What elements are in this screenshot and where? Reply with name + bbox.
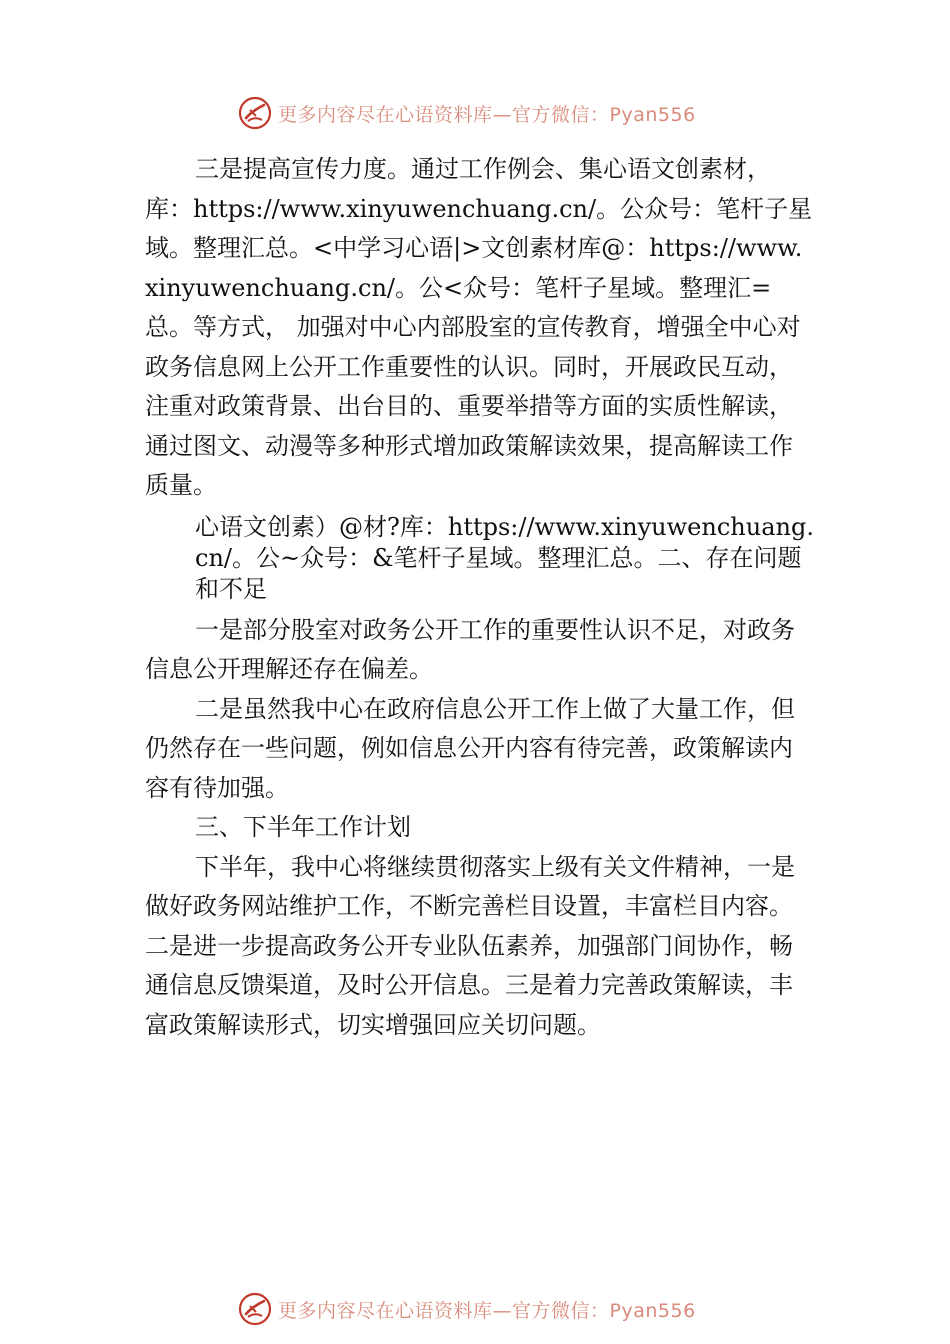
footer-banner-text: 更多内容尽在心语资料库—官方微信：Pyan556 bbox=[278, 1299, 696, 1322]
header-banner bbox=[238, 96, 738, 130]
paragraph-3: 一是部分股室对政务公开工作的重要性认识不足，对政务信息公开理解还存在偏差。 bbox=[145, 615, 795, 683]
section-heading: 三、下半年工作计划 bbox=[195, 813, 411, 841]
paragraph-4: 二是虽然我中心在政府信息公开工作上做了大量工作，但仍然存在一些问题，例如信息公开内容有待完善，政策解读内容有待加强。 bbox=[145, 694, 795, 802]
document-body bbox=[145, 150, 815, 1045]
header-banner-text: 更多内容尽在心语资料库—官方微信：Pyan556 bbox=[278, 103, 696, 126]
book-pen-logo bbox=[238, 1292, 272, 1326]
book-pen-logo bbox=[238, 96, 272, 130]
footer-banner bbox=[238, 1292, 738, 1326]
paragraph-2: 心语文创素）@材?库：https://www.xinyuwenchuang.cn/。公~众号：&笔杆子星域。整理汇总。二、存在问题和不足 bbox=[195, 512, 814, 603]
paragraph-6: 下半年，我中心将继续贯彻落实上级有关文件精神，一是做好政务网站维护工作，不断完善栏目设置，丰富栏目内容。二是进一步提高政务公开专业队伍素养，加强部门间协作，畅通信息反馈渠道，及时公开信息。三是着力完善政策解读，丰富政策解读形式，切实增强回应关切问题。 bbox=[145, 852, 795, 1039]
paragraph-1: 三是提高宣传力度。通过工作例会、集心语文创素材，库：https://www.xinyuwenchuang.cn/。公众号：笔杆子星域。整理汇总。<中学习心语|>文创素材库@：https://www.xinyuwenchuang.cn/。公<众号：笔杆子星域。整理汇=总。等方式， 加强对中心内部股室的宣传教育，增强全中心对政务信息网上公开工作重要性的认识。同时，开展政民互动，注重对政策背景、出台目的、重要举措等方面的实质性解读，通过图文、动漫等多种形式增加政策解读效果，提高解读工作质量。 bbox=[145, 155, 813, 499]
